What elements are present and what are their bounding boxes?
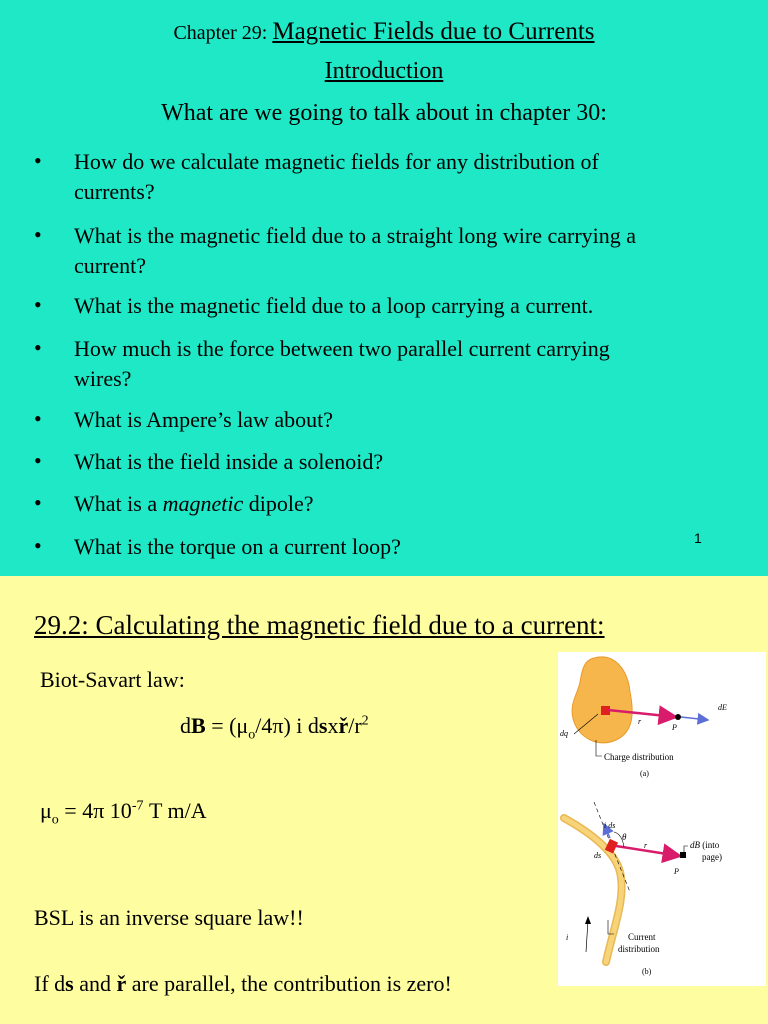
bullet-line: currents? bbox=[74, 179, 155, 204]
section-title: 29.2: Calculating the magnetic field due to a current: bbox=[34, 610, 605, 640]
bullet-line: How much is the force between two parallel current carrying bbox=[74, 336, 610, 361]
bullet-marker: • bbox=[34, 222, 42, 247]
mu-part: μ bbox=[40, 798, 52, 823]
bullet-item bbox=[74, 489, 744, 519]
bullet-text-pre: What is a bbox=[74, 491, 163, 516]
bullet-marker: • bbox=[34, 292, 42, 317]
db-page: page) bbox=[702, 852, 722, 862]
parallel-part: ř bbox=[116, 971, 127, 996]
bullet-line: What is the field inside a solenoid? bbox=[74, 449, 384, 474]
bullet-line bbox=[74, 489, 744, 519]
de-label: dE bbox=[718, 703, 727, 712]
bullet-line: How do we calculate magnetic fields for any distribution of bbox=[74, 149, 599, 174]
bullet-line: wires? bbox=[74, 366, 132, 391]
bullet-marker: • bbox=[34, 406, 42, 431]
parallel-note bbox=[34, 971, 452, 997]
point-p-b bbox=[680, 852, 686, 858]
panel-label-a: (a) bbox=[640, 769, 649, 778]
bullet-item bbox=[74, 147, 744, 207]
formula-part: s bbox=[318, 713, 328, 738]
bullet-item bbox=[74, 334, 744, 394]
parallel-part: and bbox=[73, 971, 117, 996]
bullet-item bbox=[74, 221, 744, 281]
bullet-item bbox=[74, 447, 744, 477]
i-label: i bbox=[566, 933, 569, 942]
chapter-title: Magnetic Fields due to Currents bbox=[272, 18, 595, 45]
caption-b-line1: Current bbox=[628, 932, 656, 942]
mu-zero-value bbox=[40, 798, 207, 828]
p-label-a: P bbox=[672, 723, 677, 732]
bullet-marker: • bbox=[34, 533, 42, 558]
bullet-item bbox=[74, 291, 744, 321]
db-symbol: dB bbox=[690, 840, 700, 850]
bullet-marker: • bbox=[34, 335, 42, 360]
bullet-marker: • bbox=[34, 490, 42, 515]
r-vector-b bbox=[616, 846, 680, 856]
mu-part: T m/A bbox=[143, 798, 207, 823]
dq-label: dq bbox=[560, 729, 568, 738]
mu-part: o bbox=[51, 812, 59, 828]
p-label-b: P bbox=[674, 867, 679, 876]
subtitle: Introduction bbox=[324, 58, 444, 84]
db-label bbox=[690, 840, 720, 850]
biot-savart-formula bbox=[180, 713, 369, 743]
formula-part: ř bbox=[338, 713, 349, 738]
de-vector bbox=[681, 717, 708, 720]
mu-part: -7 bbox=[131, 798, 144, 814]
current-wire-core bbox=[564, 818, 622, 962]
ids-label: i ds bbox=[604, 821, 616, 830]
bullet-line: What is Ampere’s law about? bbox=[74, 407, 334, 432]
formula-part: o bbox=[248, 727, 256, 743]
bullet-line: What is the magnetic field due to a straight long wire carrying a bbox=[74, 223, 637, 248]
law-name: Biot-Savart law: bbox=[40, 667, 185, 692]
chapter-heading bbox=[0, 18, 768, 46]
bullet-item bbox=[74, 405, 744, 435]
formula-part: = (μ bbox=[205, 713, 249, 738]
caption-b-line2: distribution bbox=[618, 944, 660, 954]
figure-panel bbox=[558, 652, 766, 986]
r-label-a: r bbox=[638, 717, 642, 726]
formula-part: /r bbox=[348, 713, 362, 738]
parallel-part: s bbox=[65, 971, 74, 996]
formula-part: x bbox=[327, 713, 339, 738]
bullet-line: current? bbox=[74, 253, 147, 278]
formula-part: d bbox=[180, 713, 191, 738]
current-direction-arrow bbox=[586, 920, 588, 952]
bullet-item bbox=[74, 532, 744, 562]
chapter-label: Chapter 29: bbox=[173, 22, 273, 44]
ds-label: ds bbox=[594, 851, 602, 860]
bullet-line: What is the magnetic field due to a loop carrying a current. bbox=[74, 293, 594, 318]
charge-distribution-blob bbox=[572, 657, 632, 743]
point-p-a bbox=[675, 714, 681, 720]
inverse-square-note: BSL is an inverse square law!! bbox=[34, 905, 304, 930]
panel-label-b: (b) bbox=[642, 967, 652, 976]
formula-part: B bbox=[191, 713, 206, 738]
parallel-part: are parallel, the contribution is zero! bbox=[126, 971, 452, 996]
bullet-marker: • bbox=[34, 148, 42, 173]
formula-part: 2 bbox=[361, 713, 369, 729]
bullet-text-emphasis: magnetic bbox=[162, 491, 244, 516]
bullet-marker: • bbox=[34, 448, 42, 473]
biot-savart-diagram bbox=[558, 652, 766, 986]
db-into: (into bbox=[702, 840, 720, 850]
r-label-b: r bbox=[644, 841, 648, 850]
current-arrowhead bbox=[585, 916, 591, 924]
theta-label: θ bbox=[622, 832, 627, 842]
parallel-part: If d bbox=[34, 971, 66, 996]
bullet-line: What is the torque on a current loop? bbox=[74, 534, 401, 559]
bullet-text-post: dipole? bbox=[243, 491, 314, 516]
page-number: 1 bbox=[694, 530, 702, 546]
db-leader bbox=[684, 846, 688, 852]
caption-a: Charge distribution bbox=[604, 752, 674, 762]
mu-part: = 4π 10 bbox=[58, 798, 132, 823]
formula-part: /4π) i d bbox=[255, 713, 319, 738]
question-heading: What are we going to talk about in chapter 30: bbox=[161, 100, 607, 126]
